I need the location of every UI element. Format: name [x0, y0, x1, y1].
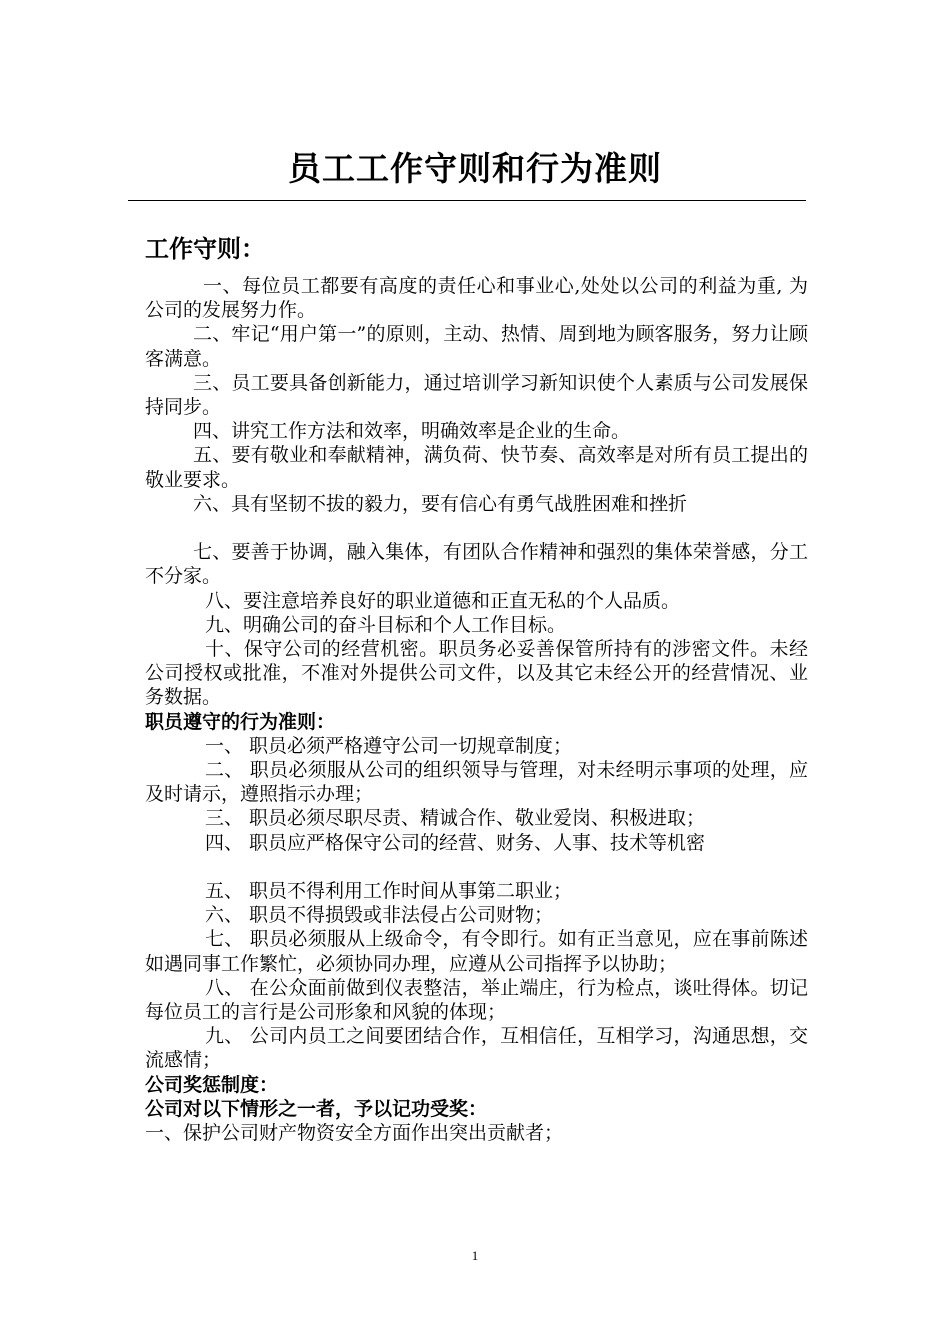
conduct-item: 六、 职员不得损毁或非法侵占公司财物；: [205, 904, 554, 927]
conduct-item: 一、 职员必须严格遵守公司一切规章制度；: [205, 734, 573, 757]
conduct-heading: 职员遵守的行为准则：: [145, 710, 336, 733]
blank-line: [145, 516, 808, 540]
work-rule-item: 三、员工要具备创新能力，通过培训学习新知识使个人素质与公司发展保持同步。: [145, 371, 808, 419]
document-body: [145, 274, 808, 1145]
work-rule-item: 一、每位员工都要有高度的责任心和事业心,处处以公司的利益为重, 为公司的发展努力作。: [145, 275, 808, 322]
work-rule-item: 十、保守公司的经营机密。职员务必妥善保管所持有的涉密文件。未经公司授权或批准，不准对外提供公司文件，以及其它未经公开的经营情况、业务数据。: [145, 638, 808, 709]
conduct-item: 七、 职员必须服从上级命令，有令即行。如有正当意见，应在事前陈述如遇同事工作繁忙，必须协同办理，应遵从公司指挥予以协助；: [145, 928, 808, 975]
conduct-item: 八、 在公众面前做到仪表整洁，举止端庄，行为检点，谈吐得体。切记每位员工的言行是公司形象和风貌的体现；: [145, 976, 808, 1024]
work-rule-item: 七、要善于协调，融入集体，有团队合作精神和强烈的集体荣誉感，分工不分家。: [145, 541, 808, 588]
page-number: 1: [471, 1248, 479, 1263]
work-rule-item: 二、牢记“用户第一”的原则，主动、热情、周到地为顾客服务，努力让顾客满意。: [145, 323, 808, 370]
work-rule-item: 九、明确公司的奋斗目标和个人工作目标。: [205, 613, 567, 636]
conduct-item: 五、 职员不得利用工作时间从事第二职业；: [205, 880, 573, 903]
document-title: 员工工作守则和行为准则: [288, 149, 662, 188]
work-rule-item: 八、要注意培养良好的职业道德和正直无私的个人品质。: [205, 589, 681, 612]
conduct-item: 四、 职员应严格保守公司的经营、财务、人事、技术等机密: [205, 831, 706, 854]
title-underline: [128, 200, 806, 201]
work-rule-item: 四、讲究工作方法和效率，明确效率是企业的生命。: [193, 420, 631, 443]
work-rules-heading: 工作守则：: [145, 235, 265, 263]
work-rule-item: 六、具有坚韧不拔的毅力，要有信心有勇气战胜困难和挫折: [193, 492, 688, 515]
conduct-item: 三、 职员必须尽职尽责、精诚合作、敬业爱岗、积极进取；: [205, 807, 706, 830]
blank-line: [145, 855, 808, 879]
reward-item: 一、保护公司财产物资安全方面作出突出贡献者；: [145, 1122, 564, 1145]
rewards-subheading: 公司对以下情形之一者，予以记功受奖：: [145, 1097, 488, 1120]
conduct-item: 九、 公司内员工之间要团结合作，互相信任，互相学习，沟通思想，交流感情；: [145, 1025, 808, 1072]
rewards-heading: 公司奖惩制度：: [145, 1073, 279, 1096]
conduct-item: 二、 职员必须服从公司的组织领导与管理，对未经明示事项的处理，应及时请示，遵照指示办理；: [145, 759, 808, 806]
work-rule-item: 五、要有敬业和奉献精神，满负荷、快节奏、高效率是对所有员工提出的敬业要求。: [145, 444, 808, 491]
